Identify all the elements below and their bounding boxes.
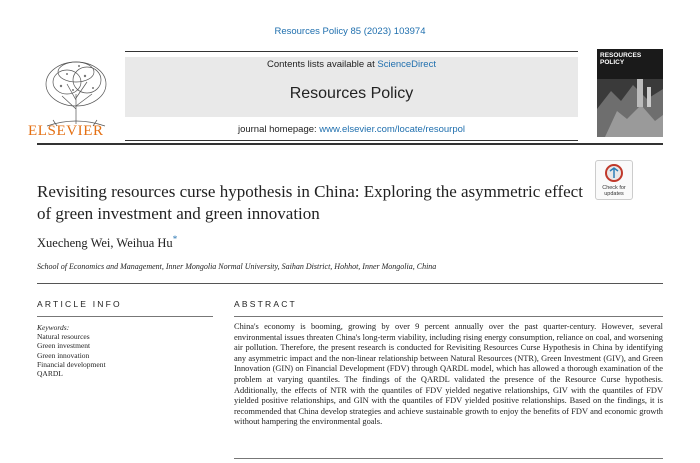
publisher-wordmark: ELSEVIER xyxy=(28,123,104,139)
keyword-item: Financial development xyxy=(37,359,106,369)
section-divider xyxy=(37,283,663,284)
abstract-bottom-rule xyxy=(234,458,663,459)
contents-line xyxy=(125,59,578,70)
journal-title: Resources Policy xyxy=(289,85,414,102)
keyword-item: Natural resources xyxy=(37,332,90,341)
keyword-item: Green investment xyxy=(37,341,91,351)
author-list xyxy=(37,234,177,251)
contents-prefix: Contents lists available at xyxy=(267,59,378,70)
check-for-updates-icon xyxy=(596,161,632,199)
affiliation: School of Economics and Management, Inner Mongolia Normal University, Saihan District, Hohhot, Inner Mongolia, China xyxy=(37,262,437,271)
cover-title: RESOURCES POLICY xyxy=(600,52,642,66)
keywords-list xyxy=(37,332,106,378)
svg-text:Check for: Check for xyxy=(602,185,626,191)
homepage-link[interactable]: www.elsevier.com/locate/resourpol xyxy=(319,124,466,135)
corresponding-author-mark[interactable]: * xyxy=(172,234,178,244)
keyword-item: QARDL xyxy=(37,369,63,379)
homepage-prefix: journal homepage: xyxy=(237,124,320,135)
article-info-heading: ARTICLE INFO xyxy=(37,299,122,309)
keyword-item: Green innovation xyxy=(37,350,90,360)
sciencedirect-link[interactable]: ScienceDirect xyxy=(377,59,436,70)
article-info-rule xyxy=(37,316,213,317)
article-title: Revisiting resources curse hypothesis in China: Exploring the asymmetric effect of green investment and green innovation xyxy=(37,182,583,223)
journal-citation[interactable]: Resources Policy 85 (2023) 103974 xyxy=(274,26,426,37)
abstract-text: China's economy is booming, growing by over 9 percent annually over the past quarter-century. However, several environmental issues threaten China's long-term viability, including rising energy consumption, reliance on coal, and worsening air pollution. Therefore, the present research is conducted for Revisiting Resources Curse Hypothesis in China by identifying any asymmetric impact and the non-linear relationship between Natural Resources (NTR), Green Investment (GIV), and Green Innovation (GIN) on Financial Development (FDV) through QARDL model, which has allowed a thorough examination of the problem at varying quantiles. The findings of the QARDL validated the presence of the Resource Curse hypothesis. Additionally, the effects of NTR with the quantiles of FDV yielded negative relationships, GIV with the quantiles of FDV yielded positive relationships, and GIN with the quantiles of FDV yielded positive relationships. Based on the findings, it is recommended that China develop strategies and achieve sustainable growth to enjoy the benefits of FDV and economic growth without hampering the environmental goals. xyxy=(234,322,663,427)
journal-cover-image[interactable] xyxy=(597,49,663,137)
author-names[interactable]: Xuecheng Wei, Weihua Hu xyxy=(37,236,173,251)
abstract-rule xyxy=(234,316,663,317)
header-divider xyxy=(37,143,663,145)
keywords-label: Keywords: xyxy=(37,323,70,332)
abstract-heading: ABSTRACT xyxy=(234,299,297,309)
journal-homepage xyxy=(125,124,578,135)
check-for-updates-button[interactable] xyxy=(595,160,633,200)
svg-text:updates: updates xyxy=(604,191,624,197)
